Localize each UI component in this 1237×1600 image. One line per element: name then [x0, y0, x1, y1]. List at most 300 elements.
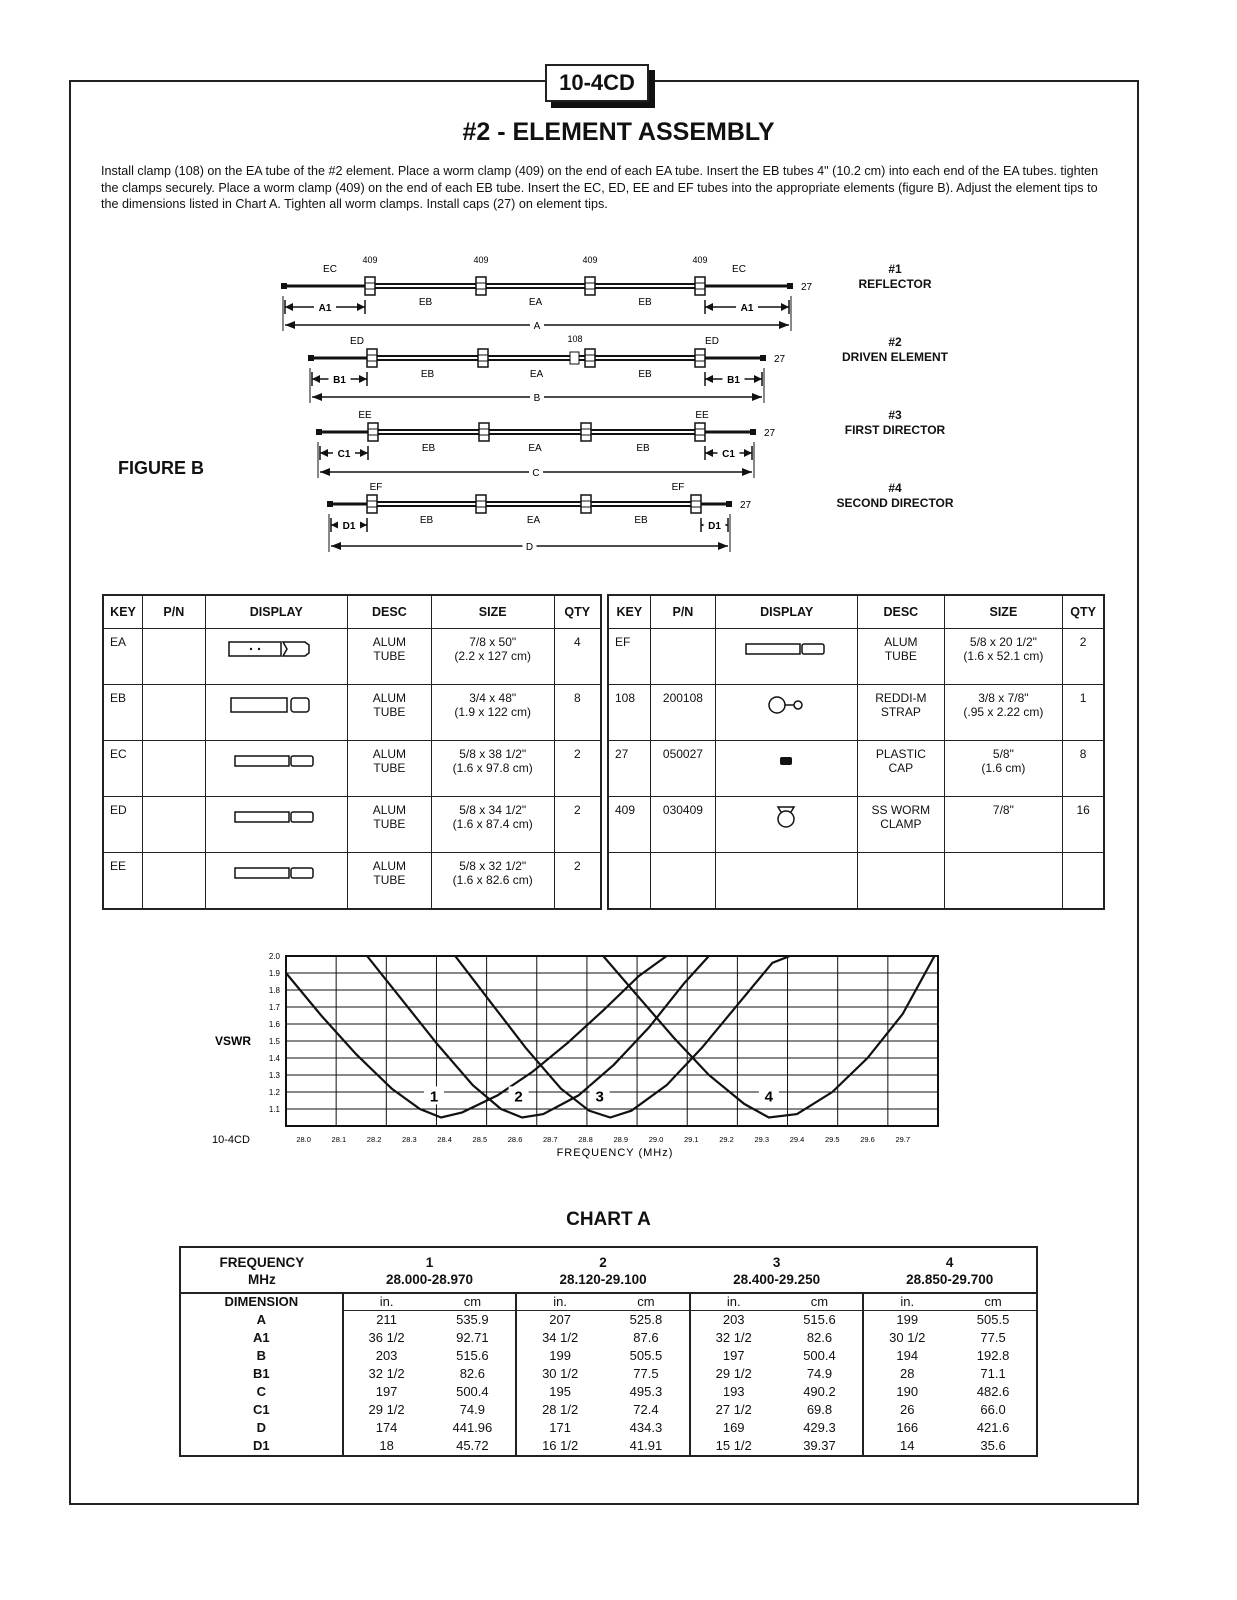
- worm-clamp: [479, 423, 489, 441]
- value-in: 203: [375, 1348, 398, 1363]
- worm-clamp: [365, 277, 375, 295]
- part-desc-line2: TUBE: [373, 761, 406, 775]
- part-display-tube-ea: [221, 635, 331, 663]
- part-size-line2: (.95 x 2.22 cm): [963, 705, 1044, 719]
- value-cm: 515.6: [803, 1312, 836, 1327]
- parts-header-cell: KEY: [103, 595, 143, 629]
- corner-label: 10-4CD: [212, 1134, 250, 1146]
- clamp-label: 409: [362, 255, 378, 265]
- tip-dim-label: D1: [708, 521, 721, 532]
- element-number: #4: [888, 481, 902, 495]
- parts-row: [608, 629, 1104, 685]
- part-size-line1: 3/8 x 7/8": [978, 691, 1029, 705]
- value-cm: 77.5: [980, 1330, 1006, 1345]
- value-cm: 41.91: [629, 1438, 663, 1453]
- unit-cm: cm: [603, 1293, 690, 1311]
- parts-header-cell: DISPLAY: [716, 595, 858, 629]
- parts-row: [608, 685, 1104, 741]
- worm-clamp: [478, 349, 488, 367]
- value-cm: 82.6: [459, 1366, 486, 1381]
- part-size-line1: 7/8 x 50": [469, 635, 517, 649]
- arrow-head: [779, 321, 789, 329]
- y-tick-label: 1.8: [268, 986, 280, 995]
- value-in: 14: [863, 1437, 950, 1456]
- total-dim-label: C: [532, 468, 540, 479]
- part-size: [944, 629, 1063, 685]
- cap-left: [316, 429, 322, 435]
- parts-row: [608, 797, 1104, 853]
- part-display-tube: [221, 747, 331, 775]
- chart-a-row: [180, 1383, 1037, 1401]
- arrow-head: [331, 521, 339, 529]
- arrow-head: [718, 542, 728, 550]
- part-desc-line1: ALUM: [372, 635, 407, 649]
- parts-row: [103, 853, 601, 909]
- value-in: 197: [375, 1384, 398, 1399]
- tip-dim-label: C1: [722, 449, 735, 460]
- eb-label: EB: [638, 369, 652, 380]
- element-number: #3: [888, 408, 902, 422]
- part-desc: [347, 685, 431, 741]
- eb-label: EB: [421, 443, 436, 454]
- value-in: 193: [690, 1383, 777, 1401]
- value-cm: 421.6: [976, 1420, 1010, 1435]
- value-cm: 77.5: [633, 1366, 659, 1381]
- series-line: [367, 956, 709, 1118]
- part-display-tube: [221, 803, 331, 831]
- arrow-head: [742, 468, 752, 476]
- value-cm: 500.4: [803, 1348, 836, 1363]
- part-desc-line1: ALUM: [372, 691, 407, 705]
- value-in: 203: [690, 1311, 777, 1330]
- y-tick-label: 1.7: [268, 1003, 280, 1012]
- part-qty: 16: [1063, 797, 1104, 853]
- tip-label-right: EC: [732, 264, 746, 275]
- x-tick-label: 28.5: [472, 1135, 488, 1144]
- worm-clamp: [691, 495, 701, 513]
- value-in: 30 1/2: [863, 1329, 950, 1347]
- chart-a-row: [180, 1347, 1037, 1365]
- parts-row: [103, 629, 601, 685]
- arrow-head: [752, 393, 762, 401]
- parts-table-left: [102, 594, 602, 910]
- x-tick-label: 28.2: [366, 1135, 382, 1144]
- value-cm: 495.3: [629, 1384, 663, 1399]
- vswr-chart: [0, 940, 1237, 1180]
- part-size-line2: (1.9 x 122 cm): [454, 705, 532, 719]
- value-cm: 535.9: [456, 1312, 489, 1327]
- parts-header-cell: SIZE: [431, 595, 554, 629]
- arrow-head: [705, 449, 713, 457]
- x-tick-label: 28.8: [578, 1135, 593, 1144]
- worm-clamp: [585, 349, 595, 367]
- part-desc: [858, 685, 944, 741]
- ea-label: EA: [528, 443, 542, 454]
- part-display: [716, 853, 858, 909]
- cap-label: 27: [774, 354, 786, 365]
- arrow-head: [744, 449, 752, 457]
- value-cm: 505.5: [629, 1348, 663, 1363]
- unit-cm: cm: [950, 1293, 1037, 1311]
- ea-label: EA: [526, 515, 541, 526]
- value-cm: 505.5: [976, 1312, 1010, 1327]
- chart-a-row: [180, 1311, 1037, 1330]
- band-number: 1: [425, 1255, 434, 1270]
- value-in: 16 1/2: [516, 1437, 603, 1456]
- y-tick-label: 1.3: [268, 1071, 280, 1080]
- part-size-line1: 5/8 x 34 1/2": [459, 803, 527, 817]
- series-label: 1: [429, 1088, 439, 1106]
- value-cm: 74.9: [459, 1402, 486, 1417]
- part-number: [650, 853, 716, 909]
- x-tick-label: 29.1: [683, 1135, 699, 1144]
- arrow-head: [285, 321, 295, 329]
- model-tag: 10-4CD: [545, 64, 649, 102]
- x-tick-label: 29.4: [789, 1135, 805, 1144]
- part-display: [205, 685, 347, 741]
- element-name: DRIVEN ELEMENT: [841, 350, 948, 364]
- clamp-label: 409: [473, 255, 489, 265]
- part-size-line2: (1.6 x 97.8 cm): [452, 761, 533, 775]
- part-size-line1: 5/8": [992, 747, 1014, 761]
- part-desc: [858, 797, 944, 853]
- part-key: ED: [103, 797, 143, 853]
- part-qty: 2: [1063, 629, 1104, 685]
- dimension-name: C1: [180, 1401, 343, 1419]
- band-number: 2: [599, 1255, 607, 1270]
- value-cm: 441.96: [452, 1420, 493, 1435]
- part-qty: 4: [554, 629, 601, 685]
- part-number: 050027: [650, 741, 716, 797]
- total-dim-label: A: [533, 321, 541, 332]
- clamp-label: 409: [692, 255, 708, 265]
- clamp-label: 409: [582, 255, 598, 265]
- part-desc-line2: TUBE: [373, 873, 406, 887]
- eb-label: EB: [636, 443, 650, 454]
- part-size: [944, 741, 1063, 797]
- cap-label: 27: [801, 282, 813, 293]
- part-key: EB: [103, 685, 143, 741]
- total-dim-label: B: [533, 393, 541, 404]
- tip-dim-label: B1: [333, 375, 346, 386]
- arrow-head: [320, 449, 328, 457]
- eb-label: EB: [420, 369, 435, 380]
- chart-a-row: [180, 1401, 1037, 1419]
- part-size: [431, 629, 554, 685]
- part-desc-line2: TUBE: [373, 649, 406, 663]
- part-desc: [347, 741, 431, 797]
- part-desc-line2: TUBE: [373, 817, 406, 831]
- part-size: [431, 685, 554, 741]
- y-tick-label: 1.6: [268, 1020, 280, 1029]
- part-desc-line1: ALUM: [372, 747, 407, 761]
- series-label: 3: [595, 1088, 604, 1106]
- series-label: 2: [514, 1088, 523, 1106]
- part-desc: [347, 797, 431, 853]
- x-tick-label: 29.0: [648, 1135, 664, 1144]
- part-number: [143, 629, 206, 685]
- series-line: [455, 956, 790, 1118]
- x-tick-label: 28.3: [402, 1135, 417, 1144]
- dimension-name: D: [180, 1419, 343, 1437]
- cap-left: [308, 355, 314, 361]
- value-in: 207: [516, 1311, 603, 1330]
- part-key: 409: [608, 797, 650, 853]
- value-in: 36 1/2: [368, 1330, 405, 1345]
- unit-cm: cm: [777, 1293, 864, 1311]
- part-qty: 2: [554, 741, 601, 797]
- unit-cm: cm: [429, 1293, 516, 1311]
- arrow-head: [359, 521, 367, 529]
- part-size: [944, 797, 1063, 853]
- part-size-line2: (1.6 x 87.4 cm): [452, 817, 533, 831]
- value-in: 195: [516, 1383, 603, 1401]
- element-name: SECOND DIRECTOR: [836, 496, 954, 510]
- part-key: EA: [103, 629, 143, 685]
- value-cm: 515.6: [456, 1348, 489, 1363]
- part-size-line1: 5/8 x 38 1/2": [459, 747, 527, 761]
- value-in: 211: [376, 1312, 397, 1327]
- part-qty: [1063, 853, 1104, 909]
- part-display: [205, 741, 347, 797]
- dimension-name: B: [180, 1347, 343, 1365]
- part-size-line2: (1.6 x 82.6 cm): [452, 873, 533, 887]
- worm-clamp: [585, 277, 595, 295]
- dimension-name: C: [180, 1383, 343, 1401]
- figure-label: FIGURE B: [118, 458, 205, 478]
- value-cm: 87.6: [633, 1330, 659, 1345]
- part-desc-line1: SS WORM: [871, 803, 931, 817]
- value-in: 18: [379, 1438, 394, 1453]
- value-in: 32 1/2: [690, 1329, 777, 1347]
- y-tick-label: 2.0: [268, 952, 280, 961]
- value-in: 28 1/2: [516, 1401, 603, 1419]
- value-in: 29 1/2: [690, 1365, 777, 1383]
- worm-clamp: [367, 349, 377, 367]
- part-desc-line2: CLAMP: [880, 817, 922, 831]
- value-in: 28: [863, 1365, 950, 1383]
- value-cm: 35.6: [980, 1438, 1006, 1453]
- y-tick-label: 1.2: [268, 1088, 280, 1097]
- part-key: EC: [103, 741, 143, 797]
- element-name-label: [805, 408, 985, 438]
- part-display: [716, 685, 858, 741]
- x-tick-label: 28.1: [331, 1135, 347, 1144]
- value-in: 26: [863, 1401, 950, 1419]
- y-tick-label: 1.4: [268, 1054, 280, 1063]
- part-desc-line2: TUBE: [884, 649, 917, 663]
- parts-header-cell: QTY: [1063, 595, 1104, 629]
- tip-label-right: ED: [705, 336, 719, 347]
- band-range: 28.000-28.970: [385, 1272, 474, 1287]
- value-cm: 490.2: [803, 1384, 836, 1399]
- part-number: [143, 797, 206, 853]
- parts-header-cell: KEY: [608, 595, 650, 629]
- chart-a-row: [180, 1419, 1037, 1437]
- value-in: 171: [516, 1419, 603, 1437]
- parts-header-cell: DISPLAY: [205, 595, 347, 629]
- worm-clamp: [695, 349, 705, 367]
- part-desc-line1: ALUM: [884, 635, 918, 649]
- part-desc: [858, 853, 944, 909]
- band-header: [343, 1247, 517, 1293]
- cap-right: [750, 429, 756, 435]
- part-size-line1: 5/8 x 20 1/2": [969, 635, 1037, 649]
- x-tick-label: 29.2: [719, 1135, 734, 1144]
- part-number: [143, 741, 206, 797]
- y-tick-label: 1.9: [268, 969, 280, 978]
- x-tick-label: 29.6: [860, 1135, 875, 1144]
- band-header: [690, 1247, 864, 1293]
- figure-b-diagram: [0, 0, 1237, 600]
- dimension-name: D1: [180, 1437, 343, 1456]
- element-name: REFLECTOR: [858, 277, 932, 291]
- value-cm: 69.8: [806, 1402, 833, 1417]
- eb-label: EB: [638, 297, 652, 308]
- part-desc-line1: ALUM: [372, 803, 407, 817]
- part-display-strap: [732, 691, 842, 719]
- x-tick-label: 28.4: [437, 1135, 452, 1144]
- part-display: [205, 629, 347, 685]
- part-qty: 2: [554, 797, 601, 853]
- worm-clamp: [476, 495, 486, 513]
- element-name: FIRST DIRECTOR: [844, 423, 946, 437]
- x-tick-label: 28.0: [296, 1135, 311, 1144]
- value-cm: 66.0: [980, 1402, 1006, 1417]
- part-desc-line1: ALUM: [372, 859, 407, 873]
- value-cm: 82.6: [806, 1330, 833, 1345]
- value-cm: 71.1: [980, 1366, 1006, 1381]
- value-in: 34 1/2: [516, 1329, 603, 1347]
- dimension-name: A1: [180, 1329, 343, 1347]
- y-tick-label: 1.1: [268, 1105, 280, 1114]
- part-display: [716, 629, 858, 685]
- tip-label-right: EF: [671, 482, 685, 493]
- arrow-head: [359, 375, 367, 383]
- x-tick-label: 29.7: [895, 1135, 911, 1144]
- cap-right: [787, 283, 793, 289]
- mhz-label: MHz: [247, 1272, 276, 1287]
- parts-header-cell: P/N: [143, 595, 206, 629]
- instructions: Install clamp (108) on the EA tube of the #2 element. Place a worm clamp (409) on the end of each EA tube. Insert the EB tubes 4" (10.2 cm) into each end of the EA tubes. tighten the clamps securely. Place a worm clamp (409) on the end of each EB tube. Insert the EC, ED, EE and EF tubes into the appropriate elements (figure B). Adjust the element tips to the dimensions listed in Chart A. Tighten all worm clamps. Install caps (27) on element tips.: [101, 164, 1099, 211]
- part-size: [431, 853, 554, 909]
- unit-in: in.: [516, 1293, 603, 1311]
- tip-label-left: EC: [323, 264, 337, 275]
- value-cm: 192.8: [976, 1348, 1010, 1363]
- part-desc: [858, 629, 944, 685]
- part-number: 030409: [650, 797, 716, 853]
- parts-header-cell: DESC: [858, 595, 944, 629]
- band-number: 4: [945, 1255, 954, 1270]
- element-name-label: [805, 262, 985, 292]
- arrow-head: [312, 375, 320, 383]
- worm-clamp: [581, 423, 591, 441]
- part-display: [205, 797, 347, 853]
- worm-clamp: [581, 495, 591, 513]
- tip-label-left: EE: [358, 410, 372, 421]
- parts-row: [608, 741, 1104, 797]
- arrow-head: [781, 303, 789, 311]
- strap-label: 108: [567, 334, 583, 344]
- part-desc-line2: TUBE: [373, 705, 406, 719]
- x-tick-label: 29.5: [824, 1135, 840, 1144]
- cap-left: [327, 501, 333, 507]
- reddi-m-strap: [570, 352, 579, 364]
- arrow-head: [705, 303, 713, 311]
- arrow-head: [320, 468, 330, 476]
- value-cm: 39.37: [803, 1438, 836, 1453]
- band-header: [863, 1247, 1037, 1293]
- part-display: [716, 741, 858, 797]
- part-size-line2: (2.2 x 127 cm): [454, 649, 532, 663]
- part-display-clamp: [732, 803, 842, 831]
- tip-dim-label: C1: [337, 449, 351, 460]
- parts-row: [103, 741, 601, 797]
- x-tick-label: 28.6: [507, 1135, 523, 1144]
- element-number: #2: [888, 335, 902, 349]
- band-header: [516, 1247, 690, 1293]
- y-tick-label: 1.5: [268, 1037, 280, 1046]
- part-size-line1: 7/8": [992, 803, 1014, 817]
- part-qty: 8: [1063, 741, 1104, 797]
- tip-label-right: EE: [695, 410, 709, 421]
- arrow-head: [285, 303, 293, 311]
- band-number: 3: [772, 1255, 781, 1270]
- x-tick-label: 28.9: [613, 1135, 629, 1144]
- arrow-head: [754, 375, 762, 383]
- tip-label-left: ED: [350, 336, 364, 347]
- part-display: [716, 797, 858, 853]
- parts-row: [103, 797, 601, 853]
- ea-label: EA: [529, 369, 544, 380]
- arrow-head: [312, 393, 322, 401]
- cap-right: [726, 501, 732, 507]
- chart-a-table: [179, 1246, 1038, 1457]
- parts-row: [103, 685, 601, 741]
- value-in: 194: [863, 1347, 950, 1365]
- part-size: [431, 741, 554, 797]
- value-in: 199: [863, 1311, 950, 1330]
- value-cm: 45.72: [456, 1438, 489, 1453]
- value-in: 32 1/2: [368, 1366, 405, 1381]
- series-label: 4: [764, 1088, 774, 1106]
- value-cm: 525.8: [629, 1312, 663, 1327]
- arrow-head: [331, 542, 341, 550]
- value-in: 169: [690, 1419, 777, 1437]
- value-in: 30 1/2: [516, 1365, 603, 1383]
- part-display-tube-eb: [221, 691, 331, 719]
- worm-clamp: [476, 277, 486, 295]
- worm-clamp: [368, 423, 378, 441]
- part-number: [143, 853, 206, 909]
- chart-a-row: [180, 1437, 1037, 1456]
- cap-right: [760, 355, 766, 361]
- y-axis-label: VSWR: [215, 1034, 251, 1048]
- value-in: 15 1/2: [690, 1437, 777, 1456]
- part-display-cap: [732, 747, 842, 775]
- unit-in: in.: [343, 1293, 430, 1311]
- part-size-line1: 3/4 x 48": [469, 691, 517, 705]
- part-desc: [347, 629, 431, 685]
- chart-a-header-row: [180, 1247, 1037, 1293]
- x-axis-label: FREQUENCY (MHz): [556, 1147, 674, 1159]
- eb-label: EB: [634, 515, 648, 526]
- value-cm: 500.4: [456, 1384, 489, 1399]
- chart-a-row: [180, 1365, 1037, 1383]
- cap-label: 27: [740, 500, 752, 511]
- arrow-head: [705, 375, 713, 383]
- part-display-tube: [732, 635, 842, 663]
